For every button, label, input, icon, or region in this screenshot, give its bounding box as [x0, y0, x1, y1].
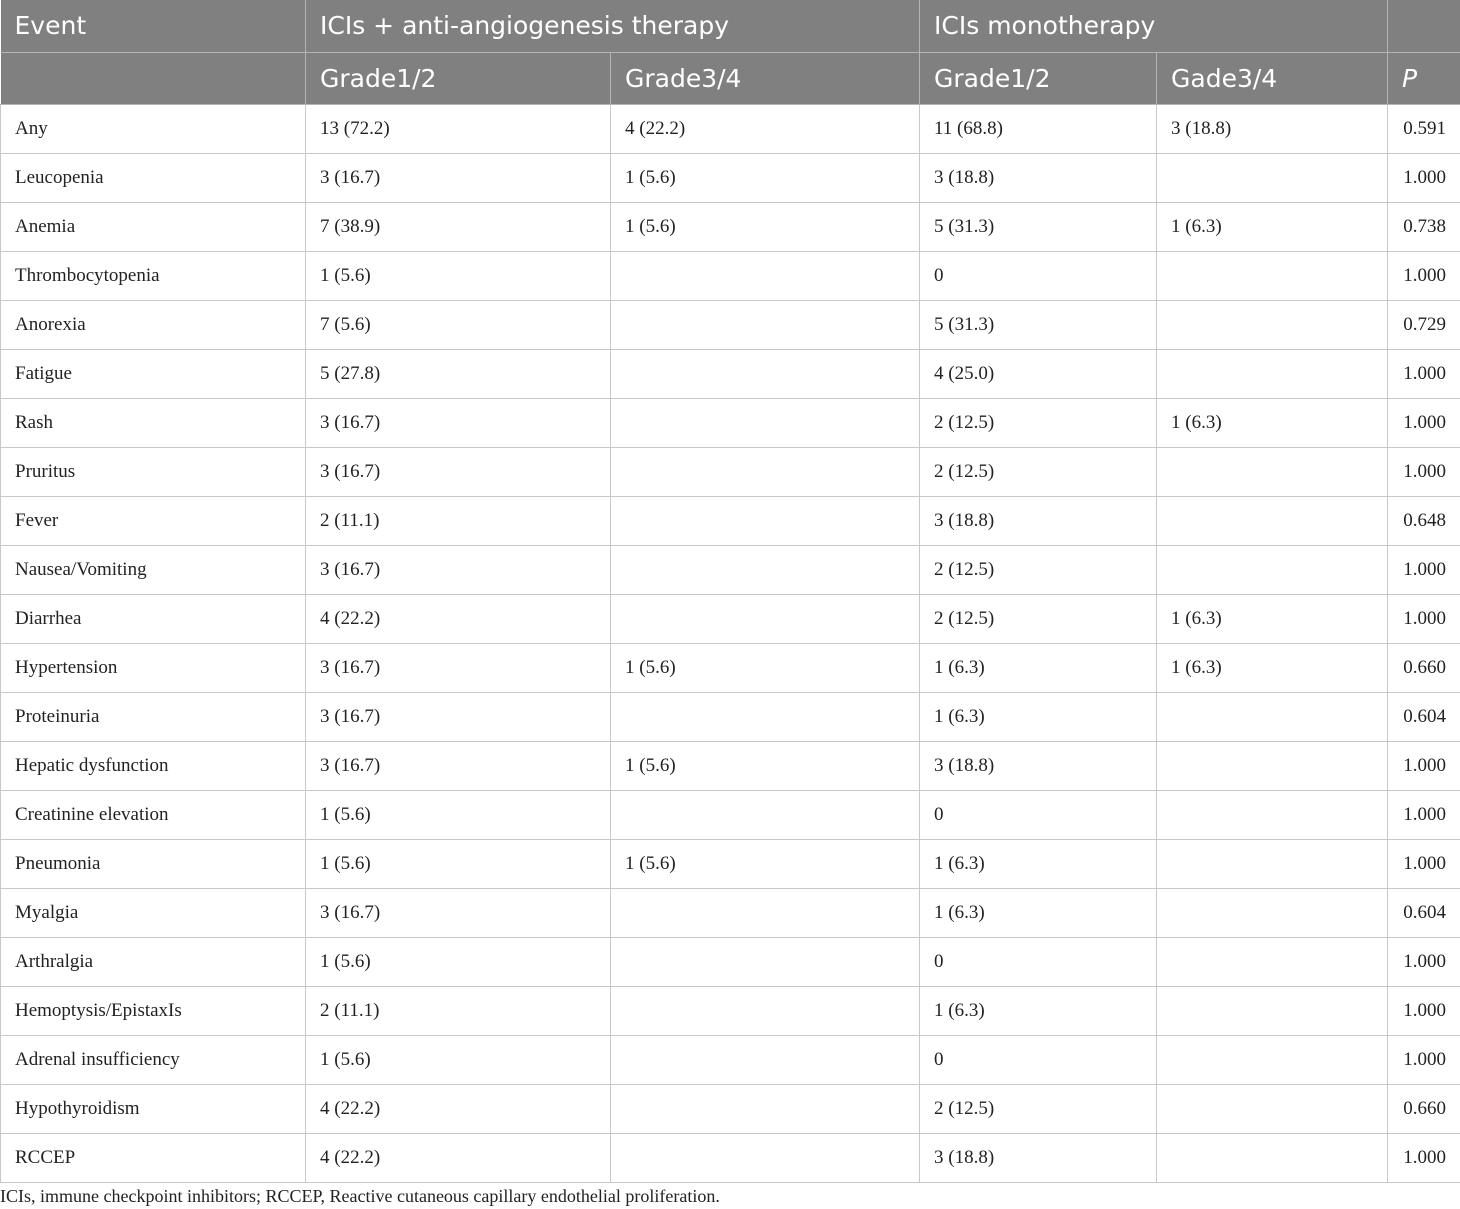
- mono-grade12-cell: 3 (18.8): [920, 153, 1157, 202]
- p-value-cell: 1.000: [1388, 349, 1460, 398]
- table-row: [1, 643, 1460, 692]
- header-combination-group: ICIs + anti-angiogenesis therapy: [306, 0, 920, 52]
- p-value-cell: 0.604: [1388, 692, 1460, 741]
- mono-grade34-cell: [1157, 496, 1388, 545]
- combo-grade12-cell: 1 (5.6): [306, 839, 611, 888]
- event-cell: Anemia: [1, 202, 306, 251]
- table-row: [1, 153, 1460, 202]
- combo-grade12-cell: 2 (11.1): [306, 496, 611, 545]
- combo-grade12-cell: 3 (16.7): [306, 888, 611, 937]
- table-row: [1, 300, 1460, 349]
- mono-grade12-cell: 1 (6.3): [920, 986, 1157, 1035]
- mono-grade12-cell: 2 (12.5): [920, 447, 1157, 496]
- event-cell: RCCEP: [1, 1133, 306, 1182]
- event-cell: Fatigue: [1, 349, 306, 398]
- combo-grade12-cell: 3 (16.7): [306, 398, 611, 447]
- header-mono-grade34: Gade3/4: [1157, 52, 1388, 104]
- combo-grade34-cell: 1 (5.6): [611, 202, 920, 251]
- p-value-cell: 1.000: [1388, 1133, 1460, 1182]
- mono-grade34-cell: [1157, 251, 1388, 300]
- table-row: [1, 447, 1460, 496]
- combo-grade12-cell: 2 (11.1): [306, 986, 611, 1035]
- event-cell: Nausea/Vomiting: [1, 545, 306, 594]
- table-row: [1, 888, 1460, 937]
- combo-grade12-cell: 4 (22.2): [306, 1084, 611, 1133]
- event-cell: Pneumonia: [1, 839, 306, 888]
- header-row-groups: [1, 0, 1460, 52]
- combo-grade34-cell: [611, 1084, 920, 1133]
- combo-grade34-cell: [611, 937, 920, 986]
- header-row-grades: [1, 52, 1460, 104]
- mono-grade12-cell: 0: [920, 251, 1157, 300]
- event-cell: Hypertension: [1, 643, 306, 692]
- mono-grade12-cell: 1 (6.3): [920, 888, 1157, 937]
- table-row: [1, 692, 1460, 741]
- table-row: [1, 741, 1460, 790]
- mono-grade12-cell: 0: [920, 1035, 1157, 1084]
- p-value-cell: 1.000: [1388, 741, 1460, 790]
- combo-grade12-cell: 3 (16.7): [306, 643, 611, 692]
- mono-grade34-cell: 1 (6.3): [1157, 398, 1388, 447]
- header-combo-grade34: Grade3/4: [611, 52, 920, 104]
- p-value-cell: 1.000: [1388, 251, 1460, 300]
- mono-grade12-cell: 1 (6.3): [920, 692, 1157, 741]
- table-row: [1, 202, 1460, 251]
- p-value-cell: 1.000: [1388, 545, 1460, 594]
- mono-grade12-cell: 5 (31.3): [920, 202, 1157, 251]
- table-row: [1, 937, 1460, 986]
- mono-grade34-cell: [1157, 741, 1388, 790]
- table-footnote: ICIs, immune checkpoint inhibitors; RCCEP, Reactive cutaneous capillary endothelial proliferation.: [0, 1186, 720, 1206]
- p-value-cell: 1.000: [1388, 398, 1460, 447]
- p-value-cell: 0.660: [1388, 643, 1460, 692]
- table-row: [1, 251, 1460, 300]
- event-cell: Diarrhea: [1, 594, 306, 643]
- combo-grade34-cell: 1 (5.6): [611, 839, 920, 888]
- mono-grade34-cell: [1157, 1133, 1388, 1182]
- p-value-cell: 0.660: [1388, 1084, 1460, 1133]
- combo-grade34-cell: [611, 545, 920, 594]
- table-row: [1, 349, 1460, 398]
- mono-grade34-cell: [1157, 300, 1388, 349]
- mono-grade34-cell: 3 (18.8): [1157, 104, 1388, 153]
- p-value-cell: 1.000: [1388, 790, 1460, 839]
- table-row: [1, 1133, 1460, 1182]
- mono-grade34-cell: [1157, 1035, 1388, 1084]
- event-cell: Thrombocytopenia: [1, 251, 306, 300]
- event-cell: Leucopenia: [1, 153, 306, 202]
- mono-grade12-cell: 2 (12.5): [920, 1084, 1157, 1133]
- mono-grade12-cell: 5 (31.3): [920, 300, 1157, 349]
- mono-grade34-cell: [1157, 153, 1388, 202]
- mono-grade12-cell: 0: [920, 790, 1157, 839]
- p-value-cell: 0.591: [1388, 104, 1460, 153]
- table-row: [1, 398, 1460, 447]
- event-cell: Any: [1, 104, 306, 153]
- p-value-cell: 0.648: [1388, 496, 1460, 545]
- combo-grade34-cell: [611, 300, 920, 349]
- combo-grade34-cell: [611, 398, 920, 447]
- combo-grade34-cell: 4 (22.2): [611, 104, 920, 153]
- event-cell: Rash: [1, 398, 306, 447]
- combo-grade12-cell: 1 (5.6): [306, 790, 611, 839]
- p-value-cell: 1.000: [1388, 937, 1460, 986]
- table-row: [1, 839, 1460, 888]
- header-empty-p: [1388, 0, 1460, 52]
- mono-grade12-cell: 0: [920, 937, 1157, 986]
- combo-grade34-cell: [611, 1133, 920, 1182]
- combo-grade34-cell: 1 (5.6): [611, 643, 920, 692]
- combo-grade34-cell: [611, 888, 920, 937]
- event-cell: Myalgia: [1, 888, 306, 937]
- p-value-cell: 1.000: [1388, 594, 1460, 643]
- table-header: [1, 0, 1460, 104]
- p-value-cell: 1.000: [1388, 1035, 1460, 1084]
- combo-grade34-cell: [611, 1035, 920, 1084]
- mono-grade12-cell: 3 (18.8): [920, 741, 1157, 790]
- event-cell: Proteinuria: [1, 692, 306, 741]
- mono-grade34-cell: [1157, 986, 1388, 1035]
- mono-grade34-cell: 1 (6.3): [1157, 643, 1388, 692]
- event-cell: Adrenal insufficiency: [1, 1035, 306, 1084]
- mono-grade34-cell: 1 (6.3): [1157, 594, 1388, 643]
- header-p-value: P: [1388, 52, 1460, 104]
- combo-grade12-cell: 7 (38.9): [306, 202, 611, 251]
- event-cell: Fever: [1, 496, 306, 545]
- mono-grade12-cell: 2 (12.5): [920, 545, 1157, 594]
- combo-grade12-cell: 3 (16.7): [306, 153, 611, 202]
- combo-grade34-cell: [611, 447, 920, 496]
- mono-grade12-cell: 2 (12.5): [920, 398, 1157, 447]
- combo-grade12-cell: 1 (5.6): [306, 937, 611, 986]
- table-row: [1, 790, 1460, 839]
- mono-grade34-cell: [1157, 839, 1388, 888]
- combo-grade34-cell: 1 (5.6): [611, 153, 920, 202]
- combo-grade12-cell: 3 (16.7): [306, 692, 611, 741]
- combo-grade34-cell: [611, 496, 920, 545]
- p-value-cell: 1.000: [1388, 839, 1460, 888]
- mono-grade12-cell: 3 (18.8): [920, 1133, 1157, 1182]
- mono-grade34-cell: 1 (6.3): [1157, 202, 1388, 251]
- table-row: [1, 104, 1460, 153]
- combo-grade12-cell: 1 (5.6): [306, 1035, 611, 1084]
- event-cell: Arthralgia: [1, 937, 306, 986]
- event-cell: Hemoptysis/EpistaxIs: [1, 986, 306, 1035]
- table-row: [1, 496, 1460, 545]
- mono-grade34-cell: [1157, 888, 1388, 937]
- mono-grade34-cell: [1157, 447, 1388, 496]
- event-cell: Anorexia: [1, 300, 306, 349]
- p-value-cell: 1.000: [1388, 986, 1460, 1035]
- header-event: Event: [1, 0, 306, 52]
- combo-grade12-cell: 3 (16.7): [306, 447, 611, 496]
- mono-grade34-cell: [1157, 790, 1388, 839]
- p-value-cell: 1.000: [1388, 447, 1460, 496]
- combo-grade34-cell: [611, 594, 920, 643]
- table-row: [1, 545, 1460, 594]
- mono-grade34-cell: [1157, 1084, 1388, 1133]
- table-row: [1, 1084, 1460, 1133]
- combo-grade12-cell: 13 (72.2): [306, 104, 611, 153]
- table-row: [1, 1035, 1460, 1084]
- mono-grade12-cell: 3 (18.8): [920, 496, 1157, 545]
- combo-grade12-cell: 1 (5.6): [306, 251, 611, 300]
- header-mono-grade12: Grade1/2: [920, 52, 1157, 104]
- combo-grade34-cell: [611, 790, 920, 839]
- combo-grade12-cell: 5 (27.8): [306, 349, 611, 398]
- combo-grade12-cell: 4 (22.2): [306, 1133, 611, 1182]
- mono-grade12-cell: 1 (6.3): [920, 839, 1157, 888]
- table-row: [1, 594, 1460, 643]
- mono-grade12-cell: 4 (25.0): [920, 349, 1157, 398]
- event-cell: Creatinine elevation: [1, 790, 306, 839]
- table-body: [1, 104, 1460, 1182]
- table-row: [1, 986, 1460, 1035]
- combo-grade34-cell: [611, 349, 920, 398]
- combo-grade12-cell: 3 (16.7): [306, 545, 611, 594]
- event-cell: Pruritus: [1, 447, 306, 496]
- combo-grade34-cell: [611, 692, 920, 741]
- combo-grade12-cell: 4 (22.2): [306, 594, 611, 643]
- header-monotherapy-group: ICIs monotherapy: [920, 0, 1388, 52]
- combo-grade34-cell: 1 (5.6): [611, 741, 920, 790]
- p-value-cell: 1.000: [1388, 153, 1460, 202]
- event-cell: Hypothyroidism: [1, 1084, 306, 1133]
- p-value-cell: 0.729: [1388, 300, 1460, 349]
- combo-grade34-cell: [611, 251, 920, 300]
- mono-grade12-cell: 1 (6.3): [920, 643, 1157, 692]
- p-value-cell: 0.604: [1388, 888, 1460, 937]
- mono-grade12-cell: 2 (12.5): [920, 594, 1157, 643]
- mono-grade34-cell: [1157, 545, 1388, 594]
- mono-grade34-cell: [1157, 937, 1388, 986]
- event-cell: Hepatic dysfunction: [1, 741, 306, 790]
- mono-grade34-cell: [1157, 349, 1388, 398]
- p-value-cell: 0.738: [1388, 202, 1460, 251]
- mono-grade34-cell: [1157, 692, 1388, 741]
- header-combo-grade12: Grade1/2: [306, 52, 611, 104]
- header-blank: [1, 52, 306, 104]
- combo-grade34-cell: [611, 986, 920, 1035]
- mono-grade12-cell: 11 (68.8): [920, 104, 1157, 153]
- combo-grade12-cell: 7 (5.6): [306, 300, 611, 349]
- combo-grade12-cell: 3 (16.7): [306, 741, 611, 790]
